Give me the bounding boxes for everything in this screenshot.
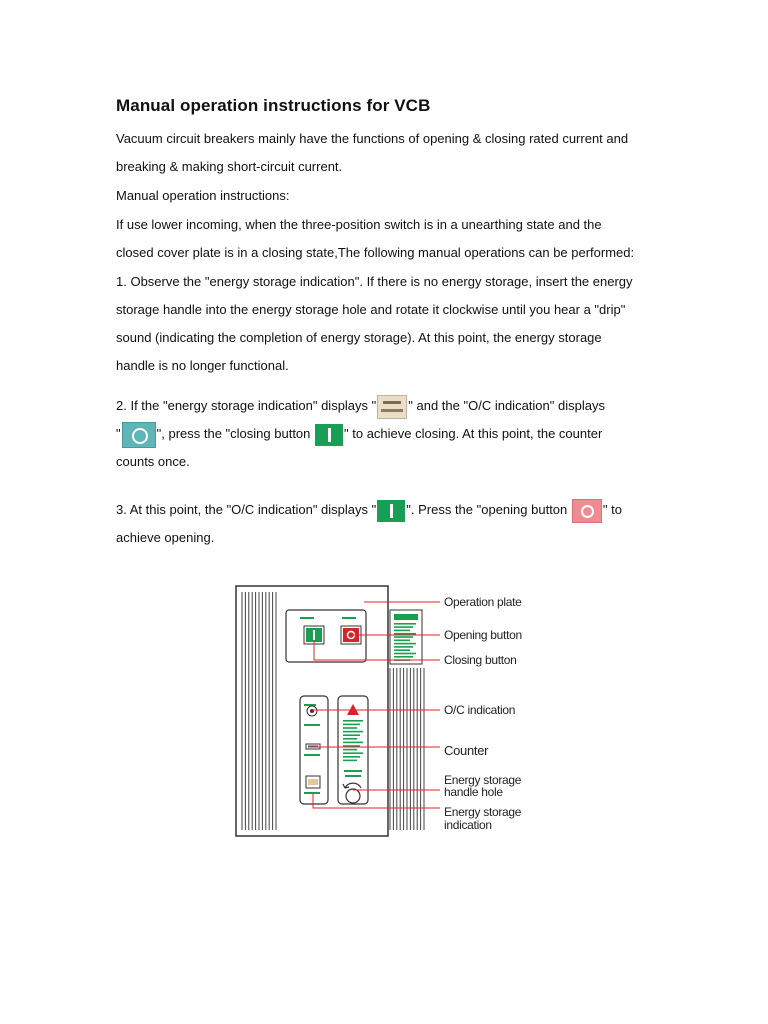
condition-paragraph [116,211,652,267]
closed-indicator-icon [377,500,405,522]
label-opening-button: Opening button [444,628,522,642]
label-operation-plate: Operation plate [444,595,522,609]
fine-print-line [394,653,416,655]
fine-print-line [343,720,363,722]
fine-print-line [343,752,363,754]
step-3-text-c: " to [602,502,622,517]
fine-print-line [394,640,410,642]
fine-print-line [343,742,363,744]
fine-print-line [343,760,357,762]
label-closing-button: Closing button [444,653,517,667]
condition-line-1: If use lower incoming, when the three-position switch is in a unearthing state and the [116,217,602,232]
opening-button-icon [572,499,602,523]
fine-print-line [343,756,360,758]
step-2-text-c: " [116,426,121,441]
energy-storage-indicator-face [308,779,318,785]
label-handle-hole-2: handle hole [444,785,503,799]
handle-hole-icon[interactable] [346,789,360,803]
manual-heading: Manual operation instructions: [116,188,290,203]
oc-open-indicator-icon [122,422,156,448]
step-1-line-1: 1. Observe the "energy storage indication". If there is no energy storage, insert the energy [116,274,633,289]
condition-line-2: closed cover plate is in a closing state,The following manual operations can be performed: [116,245,635,260]
step-1-line-3: sound (indicating the completion of energy storage). At this point, the energy storage [116,330,602,345]
counter-caption [304,754,320,756]
label-oc-indication: O/C indication [444,703,516,717]
intro-line-1: Vacuum circuit breakers mainly have the functions of opening & closing rated current and [116,131,629,146]
opening-button-caption [342,617,356,619]
intro-line-2: breaking & making short-circuit current. [116,159,343,174]
step-2-text-e: " to achieve closing. At this point, the counter [344,426,603,441]
label-handle-hole-1: Energy storage [444,773,522,787]
intro-paragraph [116,125,652,181]
fine-print-line [394,636,413,638]
label-indication-2: indication [444,818,492,832]
step-1-line-4: handle is no longer functional. [116,358,289,373]
fine-print-line [394,626,413,628]
step-1 [116,268,652,380]
step-2-text-a: 2. If the "energy storage indication" displays " [116,398,377,413]
fine-print-line [394,646,413,648]
fine-print-line [343,727,357,729]
fine-print-line [394,656,413,658]
vcb-operation-panel-diagram [234,584,534,840]
label-counter: Counter [444,743,489,758]
oc-subcaption [304,724,320,726]
energy-stored-indicator-icon [377,395,407,419]
step-3 [116,496,652,552]
label-indication-1: Energy storage [444,805,522,819]
step-3-text-d: achieve opening. [116,530,215,545]
step-2-text-f: counts once. [116,454,190,469]
fine-print-line [343,731,363,733]
step-3-text-a: 3. At this point, the "O/C indication" displays " [116,502,377,517]
fine-print-line [394,633,416,635]
closing-button-caption [300,617,314,619]
step-2 [116,392,652,476]
closing-button-icon [315,424,343,446]
fine-print-line [394,623,416,625]
page-title: Manual operation instructions for VCB [116,96,431,115]
fine-print-line [394,649,410,651]
fine-print-line [394,643,416,645]
right-vent-slats [390,668,424,830]
step-3-text-b: ". Press the "opening button [406,502,568,517]
closing-button-glyph [313,630,315,640]
step-1-line-2: storage handle into the energy storage hole and rotate it clockwise until you hear a "drip" [116,302,626,317]
fine-print-line [343,738,357,740]
oc-caption [304,704,316,706]
fine-print-line [394,630,410,632]
fine-print-line [343,734,360,736]
step-2-text-b: " and the "O/C indication" displays [408,398,605,413]
fine-print-line [343,749,357,751]
energy-storage-caption [304,792,320,794]
fine-print-line [343,724,360,726]
operation-plate-header [394,614,418,620]
handle-caption-2 [345,775,361,777]
handle-caption [344,770,362,772]
step-2-text-d: ", press the "closing button [156,426,311,441]
